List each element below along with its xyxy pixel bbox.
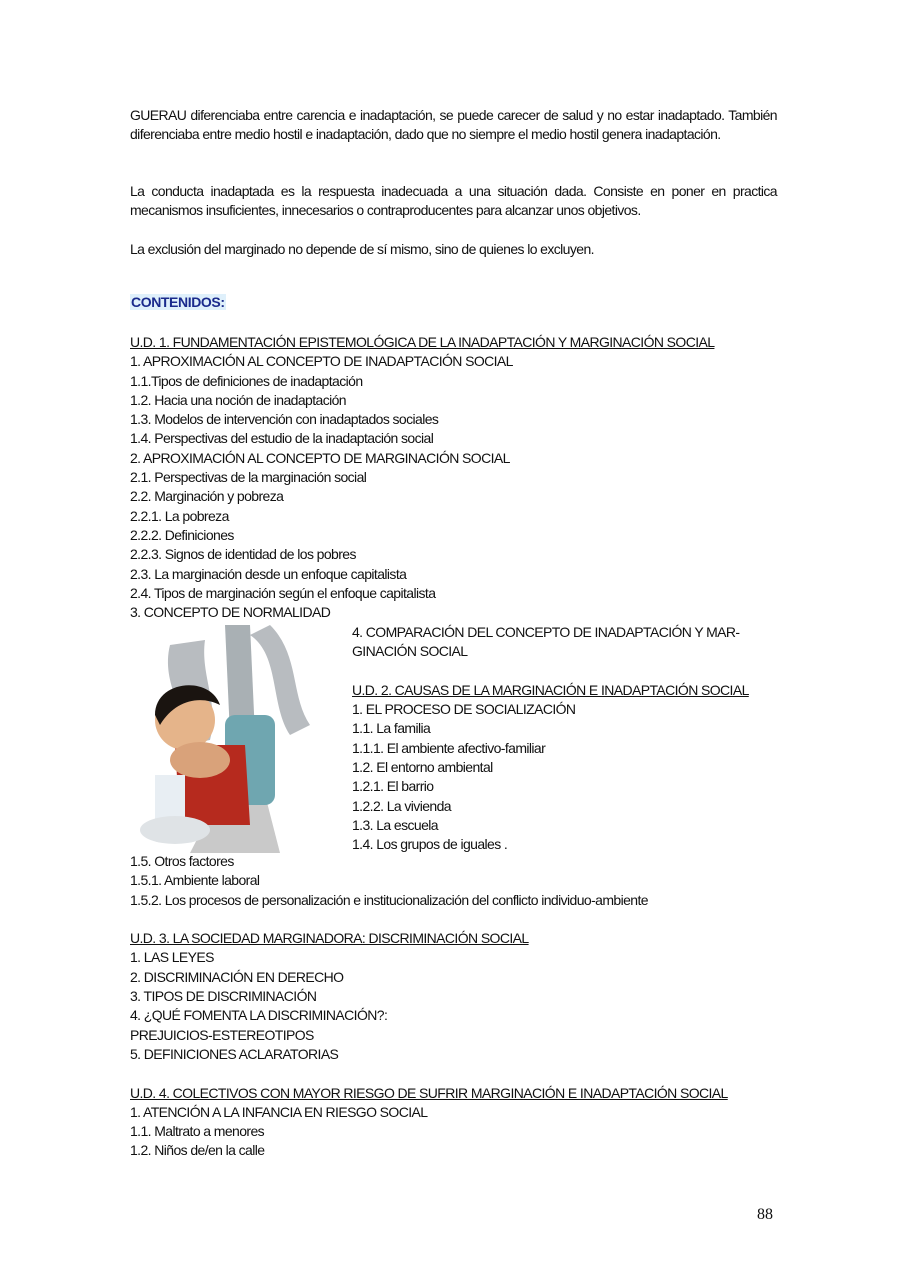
contents-item: 1.2.1. El barrio [352,778,434,795]
contents-list-ud1 [130,333,714,622]
contents-item: 3. TIPOS DE DISCRIMINACIÓN [130,988,317,1005]
contents-item: 2. APROXIMACIÓN AL CONCEPTO DE MARGINACIÓN SOCIAL [130,449,510,466]
unit-heading: U.D. 1. FUNDAMENTACIÓN EPISTEMOLÓGICA DE LA INADAPTACIÓN Y MARGINACIÓN SOCIAL [130,334,715,350]
contents-item: 4. ¿QUÉ FOMENTA LA DISCRIMINACIÓN?: [130,1007,388,1024]
contents-item: 2.2.1. La pobreza [130,507,229,524]
contents-item: 2.2.2. Definiciones [130,526,234,543]
contents-item [130,1064,728,1083]
contents-item: 1.4. Perspectivas del estudio de la inadaptación social [130,430,434,447]
contents-item: GINACIÓN SOCIAL [352,643,468,660]
contents-item: 1.1. Maltrato a menores [130,1123,265,1140]
unit-heading: U.D. 3. LA SOCIEDAD MARGINADORA: DISCRIMINACIÓN SOCIAL [130,930,529,947]
contents-item: PREJUICIOS-ESTEREOTIPOS [130,1026,314,1043]
sad-child-illustration [130,625,340,853]
contents-item: 3. CONCEPTO DE NORMALIDAD [130,604,331,621]
contents-item: 4. COMPARACIÓN DEL CONCEPTO DE INADAPTACIÓN Y MAR- [352,624,740,640]
contents-item: 1.1.Tipos de definiciones de inadaptación [130,372,363,389]
contents-item: 1. LAS LEYES [130,949,214,966]
contents-item: 1. APROXIMACIÓN AL CONCEPTO DE INADAPTACIÓN SOCIAL [130,353,513,370]
contents-item: 1.5.1. Ambiente laboral [130,872,260,889]
contents-item: 2.4. Tipos de marginación según el enfoque capitalista [130,584,436,601]
contents-item: 1.2. Hacia una noción de inadaptación [130,391,346,408]
contents-item [130,910,728,929]
contents-item [352,662,749,681]
contents-item: 1.5.2. Los procesos de personalización e institucionalización del conflicto individuo-ambiente [130,891,648,908]
contents-item: 1. EL PROCESO DE SOCIALIZACIÓN [352,701,576,718]
contents-item: 1.3. Modelos de intervención con inadaptados sociales [130,411,439,428]
contents-item: 1. ATENCIÓN A LA INFANCIA EN RIESGO SOCIAL [130,1103,428,1120]
contents-item: 1.1. La familia [352,720,431,737]
contents-item: 1.5. Otros factores [130,853,234,869]
contents-list-ud2 [352,623,749,855]
paragraph-conducta: La conducta inadaptada es la respuesta inadecuada a una situación dada. Consiste en poner en practica mecanismos insuficientes, innecesarios o contraproducentes para alcanzar unos objetivos. [130,183,777,219]
contents-item: 1.2. Niños de/en la calle [130,1142,265,1159]
contents-item: 2. DISCRIMINACIÓN EN DERECHO [130,968,344,985]
paragraph-exclusion: La exclusión del marginado no depende de sí mismo, sino de quienes lo excluyen. [130,241,594,257]
contents-item: 1.3. La escuela [352,816,438,833]
contents-item: 2.1. Perspectivas de la marginación social [130,469,367,486]
contents-item: 1.2.2. La vivienda [352,797,451,814]
contents-item: 2.2.3. Signos de identidad de los pobres [130,546,356,563]
contents-item: 5. DEFINICIONES ACLARATORIAS [130,1045,339,1062]
page-number: 88 [757,1206,773,1223]
contents-list-ud2-4 [130,852,728,1161]
contents-item: 2.3. La marginación desde un enfoque capitalista [130,565,407,582]
contents-item: 1.2. El entorno ambiental [352,759,493,776]
contents-item: 1.4. Los grupos de iguales . [352,836,508,853]
contents-heading: CONTENIDOS: [131,294,225,310]
contents-item: 1.1.1. El ambiente afectivo-familiar [352,739,546,756]
unit-heading: U.D. 4. COLECTIVOS CON MAYOR RIESGO DE SUFRIR MARGINACIÓN E INADAPTACIÓN SOCIAL [130,1084,728,1101]
contents-item: 2.2. Marginación y pobreza [130,488,284,505]
paragraph-guerau: GUERAU diferenciaba entre carencia e inadaptación, se puede carecer de salud y no estar inadaptado. También diferenciaba entre medio hostil e inadaptación, dado que no siempre el medio hostil genera inadaptación. [130,107,777,143]
unit-heading: U.D. 2. CAUSAS DE LA MARGINACIÓN E INADAPTACIÓN SOCIAL [352,681,749,698]
